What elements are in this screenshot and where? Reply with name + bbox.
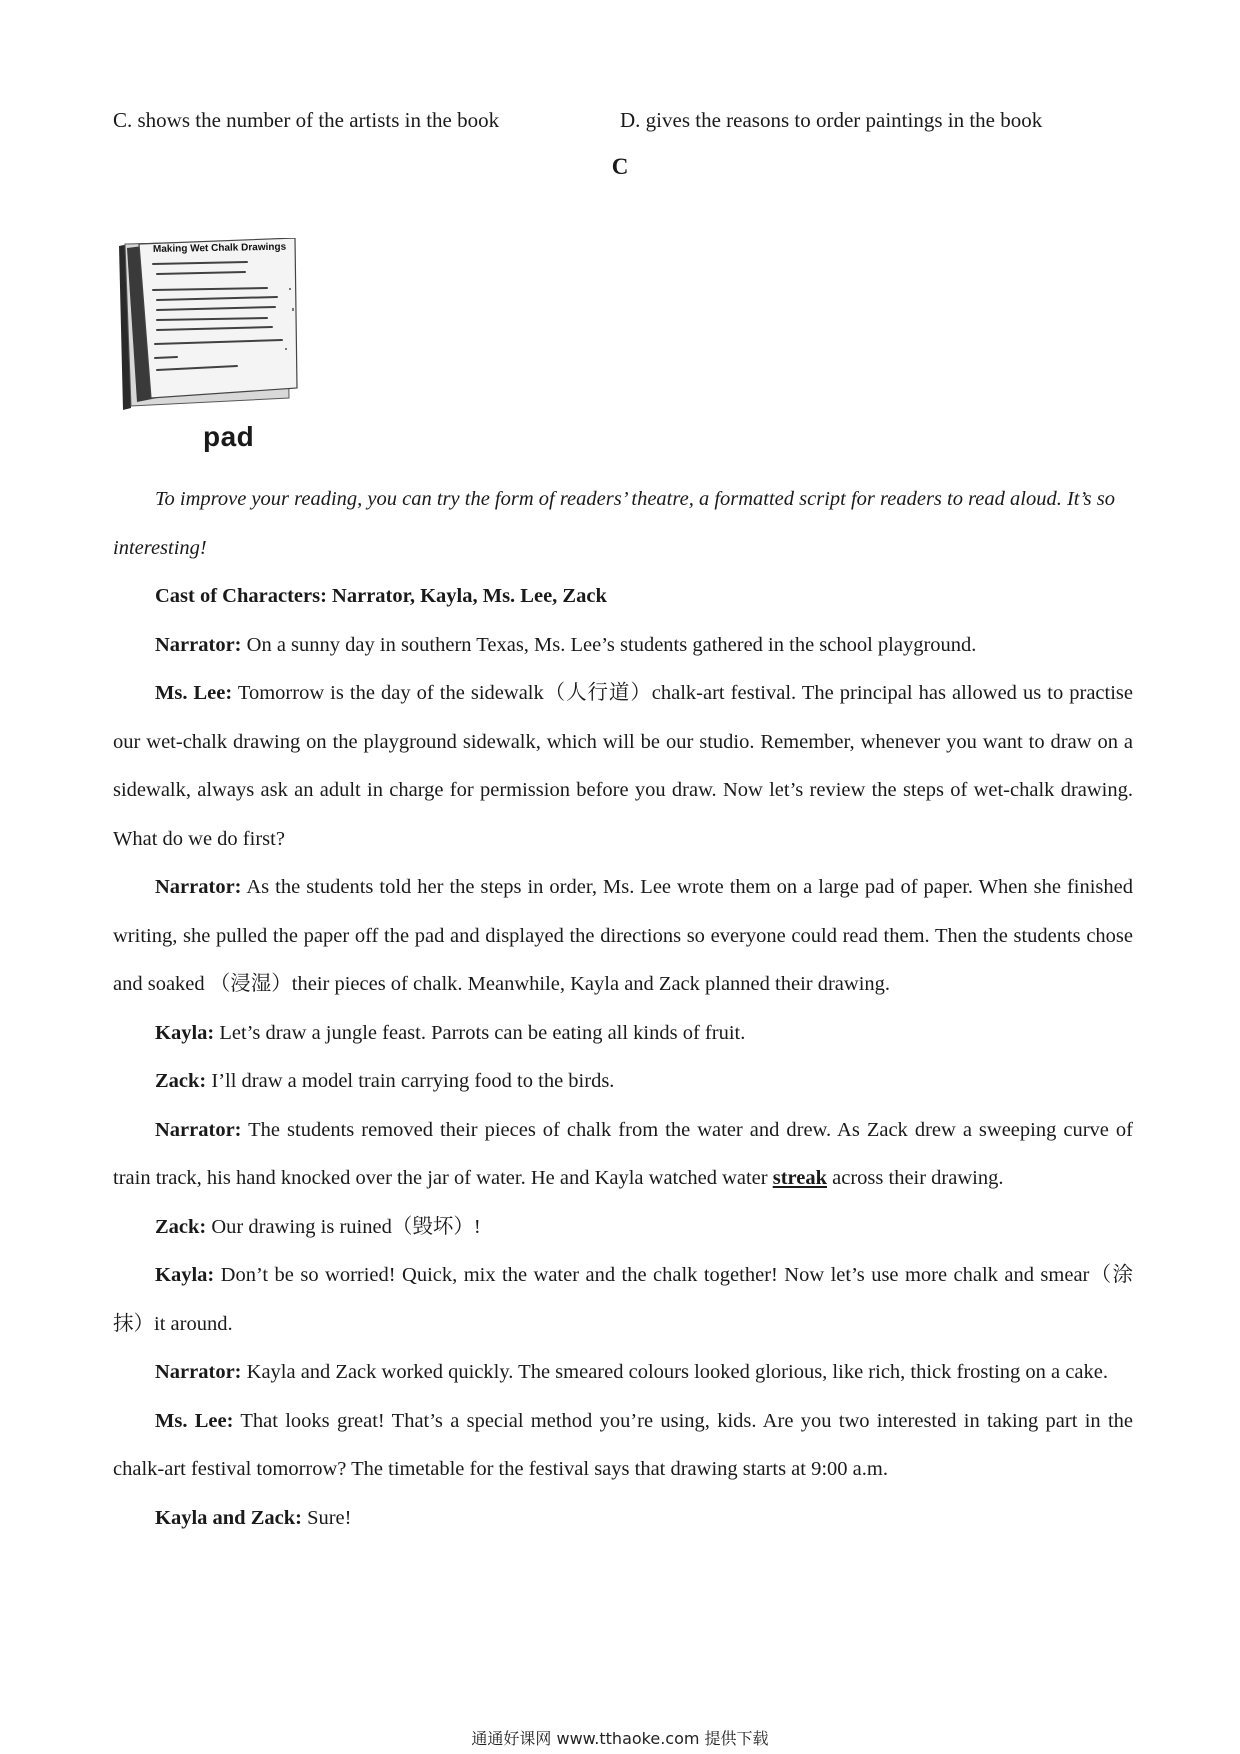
- cast-line: [113, 572, 1133, 621]
- script-line: [113, 669, 1133, 863]
- speaker-label: Kayla:: [155, 1021, 215, 1044]
- script-line: [113, 621, 1133, 670]
- speaker-label: Zack:: [155, 1215, 207, 1238]
- dialogue-text: Sure!: [301, 1506, 352, 1529]
- dialogue-text: Kayla and Zack worked quickly. The smeared colours looked glorious, like rich, thick frosting on a cake.: [241, 1361, 1108, 1383]
- script-line: [113, 1009, 1133, 1058]
- speaker-label: Kayla:: [155, 1264, 215, 1286]
- figure-caption: pad: [203, 421, 255, 452]
- dialogue-text: The students removed their pieces of chalk from the water and drew. As Zack drew a sweeping curve of train track, his hand knocked over the jar of water. He and Kayla watched water: [113, 1118, 1133, 1189]
- script-line: [113, 1348, 1133, 1397]
- dialogue-text: Don’t be so worried! Quick, mix the water and the chalk together! Now let’s use more chalk and smear（涂抹）it around.: [113, 1264, 1133, 1335]
- section-heading: C: [611, 154, 629, 179]
- script-line: [113, 1397, 1133, 1494]
- script-line: [113, 1251, 1133, 1348]
- speaker-label: Narrator:: [155, 633, 242, 656]
- speaker-label: Narrator:: [155, 876, 242, 898]
- speaker-label: Narrator:: [155, 1361, 242, 1383]
- intro-paragraph: To improve your reading, you can try the form of readers’ theatre, a formatted script for readers to read aloud. It’s so interesting!: [113, 488, 1116, 559]
- dialogue-text: Our drawing is ruined（毁坏）!: [206, 1215, 481, 1238]
- script-line: [113, 1494, 1133, 1543]
- cast-heading: Cast of Characters: Narrator, Kayla, Ms. Lee, Zack: [155, 585, 607, 607]
- option-c: C. shows the number of the artists in the book: [113, 108, 500, 132]
- reading-passage: [113, 475, 1133, 1542]
- dialogue-text: As the students told her the steps in order, Ms. Lee wrote them on a large pad of paper. When she finished writing, she pulled the paper off the pad and displayed the directions so everyone could read them. Then the students chose and soaked （浸湿）their pieces of chalk. Meanwhile, Kayla and Zack planned their drawing.: [113, 876, 1133, 995]
- dialogue-text: Tomorrow is the day of the sidewalk（人行道）chalk-art festival. The principal has allowed us to practise our wet-chalk drawing on the playground sidewalk, which will be our studio. Remember, whenever you want to draw on a sidewalk, always ask an adult in charge for permission before you draw. Now let’s review the steps of wet-chalk drawing. What do we do first?: [113, 682, 1133, 850]
- script-line: [113, 863, 1133, 1009]
- script-line: [113, 1203, 1133, 1252]
- dialogue-text: I’ll draw a model train carrying food to the birds.: [206, 1070, 615, 1092]
- dialogue-text: Let’s draw a jungle feast. Parrots can be eating all kinds of fruit.: [214, 1021, 746, 1044]
- page-footer: 通通好课网 www.tthaoke.com 提供下载: [471, 1729, 769, 1748]
- dialogue-text: That looks great! That’s a special method you’re using, kids. Are you two interested in taking part in the chalk-art festival tomorrow? The timetable for the festival says that drawing starts at 9:00 a.m.: [113, 1409, 1133, 1480]
- speaker-label: Ms. Lee:: [155, 1409, 234, 1432]
- speaker-label: Narrator:: [155, 1118, 242, 1141]
- script-line: [113, 1057, 1133, 1106]
- speaker-label: Zack:: [155, 1070, 207, 1092]
- dialogue-text: across their drawing.: [827, 1167, 1004, 1189]
- pad-drawing: [117, 238, 337, 418]
- underlined-word: streak: [772, 1167, 828, 1189]
- script-line: [113, 1106, 1133, 1203]
- speaker-label: Ms. Lee:: [155, 682, 233, 704]
- pad-title: Making Wet Chalk Drawings: [152, 241, 287, 255]
- pad-illustration: [117, 238, 337, 463]
- speaker-label: Kayla and Zack:: [155, 1506, 302, 1529]
- dialogue-text: On a sunny day in southern Texas, Ms. Lee’s students gathered in the school playground.: [241, 633, 977, 656]
- option-d: D. gives the reasons to order paintings in the book: [620, 108, 1043, 132]
